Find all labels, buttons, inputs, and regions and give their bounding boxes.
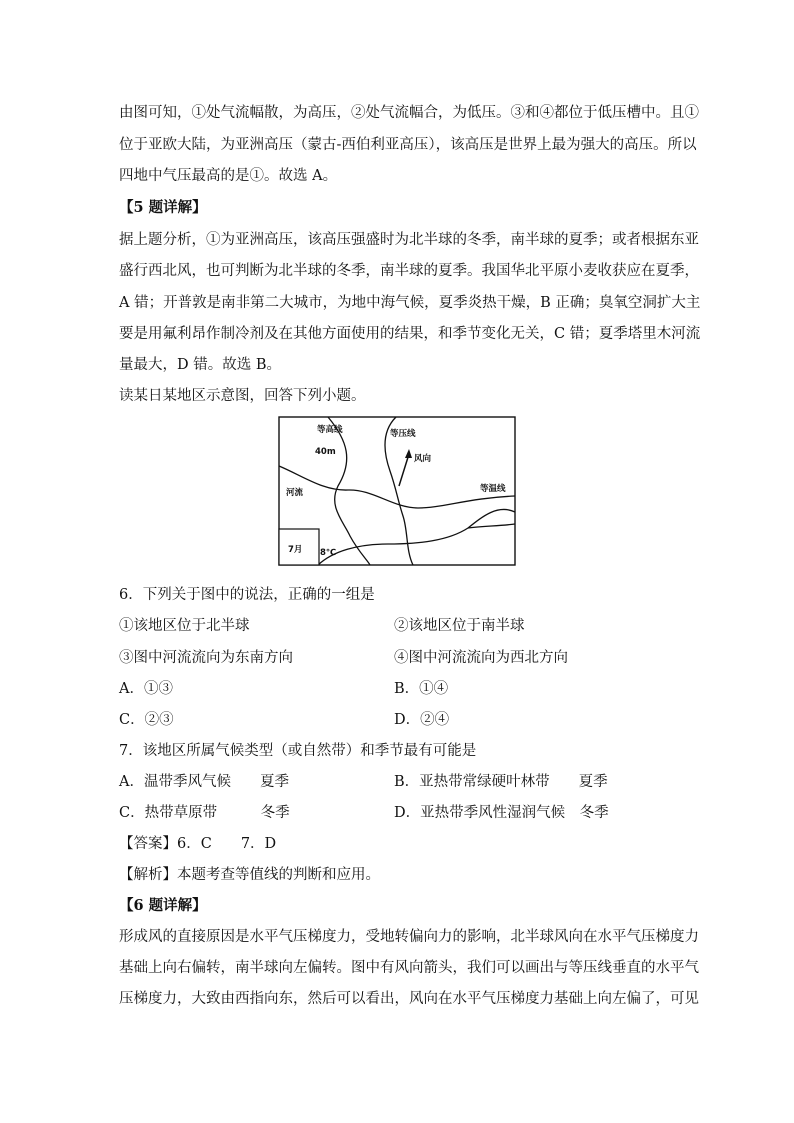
para3-line-1: 形成风的直接原因是水平气压梯度力，受地转偏向力的影响，北半球风向在水平气压梯度力 bbox=[119, 929, 699, 945]
question-intro: 读某日某地区示意图，回答下列小题。 bbox=[119, 388, 366, 404]
para3-line-3: 压梯度力，大致由西指向东，然后可以看出，风向在水平气压梯度力基础上向左偏了，可见 bbox=[119, 991, 699, 1007]
para2-line-3: A 错；开普敦是南非第二大城市，为地中海气候，夏季炎热干燥，B 正确；臭氧空洞扩大主 bbox=[119, 295, 701, 311]
para3-line-2: 基础上向右偏转，南半球向左偏转。图中有风向箭头，我们可以画出与等压线垂直的水平气 bbox=[119, 960, 699, 976]
isotherm-label: 等温线 bbox=[480, 484, 506, 494]
q6-option-c: C．②③ bbox=[119, 712, 174, 728]
q6-statement-3: ③图中河流流向为东南方向 bbox=[119, 650, 293, 666]
q6-stem: 6．下列关于图中的说法，正确的一组是 bbox=[119, 587, 375, 603]
q7-option-c: C．热带草原带 冬季 bbox=[119, 805, 290, 821]
para1-line-1: 由图可知，①处气流幅散，为高压，②处气流幅合，为低压。③和④都位于低压槽中。且① bbox=[119, 105, 699, 121]
q7-stem: 7．该地区所属气候类型（或自然带）和季节最有可能是 bbox=[119, 743, 477, 759]
para2-line-5: 量最大，D 错。故选 B。 bbox=[119, 357, 281, 373]
q6-statement-2: ②该地区位于南半球 bbox=[394, 618, 525, 634]
para2-line-1: 据上题分析，①为亚洲高压，该高压强盛时为北半球的冬季，南半球的夏季；或者根据东亚 bbox=[119, 232, 699, 248]
q6-option-d: D．②④ bbox=[394, 712, 450, 728]
q6-heading: 【6 题详解】 bbox=[119, 897, 207, 914]
para1-line-2: 位于亚欧大陆，为亚洲高压（蒙古-西伯利亚高压），该高压是世界上最为强大的高压。所以 bbox=[119, 137, 697, 153]
q7-option-b: B．亚热带常绿硬叶林带 夏季 bbox=[394, 774, 608, 790]
q7-option-d: D．亚热带季风性湿润气候 冬季 bbox=[394, 805, 609, 821]
river-label: 河流 bbox=[286, 488, 304, 498]
contour-label: 等高线 bbox=[317, 425, 343, 435]
para2-line-2: 盛行西北风，也可判断为北半球的冬季，南半球的夏季。我国华北平原小麦收获应在夏季， bbox=[119, 263, 699, 279]
elevation-label: 40m bbox=[315, 447, 336, 457]
wind-label: 风向 bbox=[414, 454, 432, 464]
analysis-line: 【解析】本题考查等值线的判断和应用。 bbox=[119, 867, 380, 883]
q6-statement-4: ④图中河流流向为西北方向 bbox=[394, 650, 568, 666]
q5-heading: 【5 题详解】 bbox=[119, 199, 207, 216]
temperature-label: 8℃ bbox=[320, 548, 337, 558]
q7-option-a: A．温带季风气候 夏季 bbox=[119, 774, 289, 790]
isobar-label: 等压线 bbox=[390, 429, 416, 439]
q6-option-b: B．①④ bbox=[394, 681, 449, 697]
para2-line-4: 要是用氟利昂作制冷剂及在其他方面使用的结果，和季节变化无关，C 错；夏季塔里木河流 bbox=[119, 326, 701, 342]
month-label: 7月 bbox=[288, 545, 303, 555]
para1-line-3: 四地中气压最高的是①。故选 A。 bbox=[119, 168, 338, 184]
q6-option-a: A．①③ bbox=[119, 681, 173, 697]
answer-line: 【答案】6．C 7．D bbox=[119, 836, 277, 852]
q6-statement-1: ①该地区位于北半球 bbox=[119, 618, 250, 634]
region-map-figure bbox=[278, 416, 516, 566]
